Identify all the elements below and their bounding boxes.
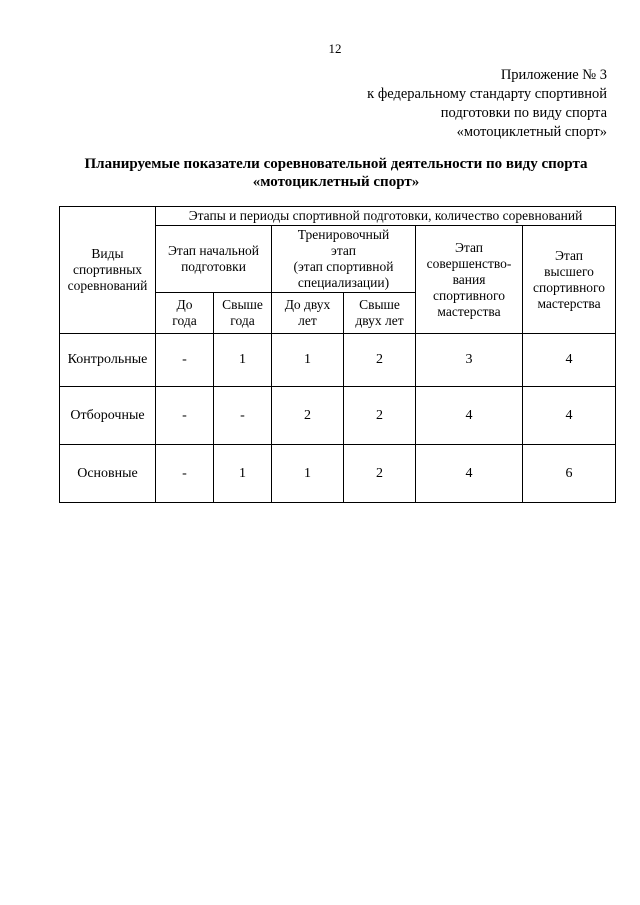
table-cell: 1 [214, 445, 272, 503]
appendix-line-3: подготовки по виду спорта [440, 105, 607, 121]
header-sub-initial-1 [156, 293, 214, 334]
header-text: совершенство- [426, 255, 512, 271]
header-text: Свыше [359, 297, 400, 312]
appendix-header [367, 66, 607, 142]
header-text: Этап начальной [167, 243, 260, 258]
header-text: спортивного [533, 279, 605, 295]
header-competition-types [60, 207, 156, 334]
row-label: Основные [60, 445, 156, 503]
header-text: До двух [284, 297, 331, 312]
header-text: мастерства [437, 303, 501, 319]
header-stage-higher [523, 226, 616, 334]
table-cell: 2 [272, 387, 344, 445]
header-text: двух лет [355, 313, 404, 328]
header-text: этап [331, 243, 356, 258]
table-row [60, 445, 616, 503]
table-cell: - [156, 445, 214, 503]
appendix-line-1: Приложение № 3 [500, 67, 607, 83]
table-cell: 1 [272, 334, 344, 387]
header-text: Этап [454, 239, 483, 255]
header-text: Свыше [222, 297, 263, 312]
table-cell: 4 [523, 387, 616, 445]
header-text: соревнований [67, 278, 148, 293]
header-text: подготовки [181, 259, 246, 274]
table-cell: - [156, 334, 214, 387]
header-stage-training [272, 226, 416, 293]
header-text: специализации) [297, 275, 390, 290]
title-line-2: «мотоциклетный спорт» [252, 174, 420, 190]
table-cell: 4 [416, 387, 523, 445]
header-text: Виды [91, 246, 124, 261]
table-cell: 4 [416, 445, 523, 503]
header-text: высшего [544, 263, 594, 279]
header-text: вания [452, 271, 486, 287]
header-sub-training-2 [344, 293, 416, 334]
competition-indicators-table [59, 206, 616, 503]
document-title [60, 155, 612, 191]
header-row-1 [60, 207, 616, 226]
header-text: Тренировочный [297, 227, 390, 242]
header-text: года [230, 313, 255, 328]
header-text: мастерства [537, 295, 601, 311]
table-cell: 2 [344, 334, 416, 387]
page-number: 12 [328, 41, 342, 56]
header-text: спортивного [433, 287, 505, 303]
appendix-line-2: к федеральному стандарту спортивной [367, 86, 607, 102]
row-label: Отборочные [60, 387, 156, 445]
table-cell: 2 [344, 387, 416, 445]
header-text: (этап спортивной [293, 259, 394, 274]
header-text: спортивных [72, 262, 143, 277]
header-text: До [176, 297, 193, 312]
table-cell: - [156, 387, 214, 445]
header-text: года [172, 313, 197, 328]
header-stage-initial [156, 226, 272, 293]
table-cell: 4 [523, 334, 616, 387]
table-cell: 1 [214, 334, 272, 387]
appendix-line-4: «мотоциклетный спорт» [456, 124, 607, 140]
header-sub-initial-2 [214, 293, 272, 334]
header-text: лет [298, 313, 317, 328]
table-row [60, 387, 616, 445]
table-cell: - [214, 387, 272, 445]
header-stage-improvement [416, 226, 523, 334]
table-cell: 3 [416, 334, 523, 387]
header-sub-training-1 [272, 293, 344, 334]
header-text: Этап [555, 247, 584, 263]
table-cell: 1 [272, 445, 344, 503]
header-stages: Этапы и периоды спортивной подготовки, количество соревнований [156, 207, 616, 226]
table-cell: 2 [344, 445, 416, 503]
row-label: Контрольные [60, 334, 156, 387]
table-cell: 6 [523, 445, 616, 503]
table-row [60, 334, 616, 387]
title-line-1: Планируемые показатели соревновательной деятельности по виду спорта [84, 156, 588, 172]
